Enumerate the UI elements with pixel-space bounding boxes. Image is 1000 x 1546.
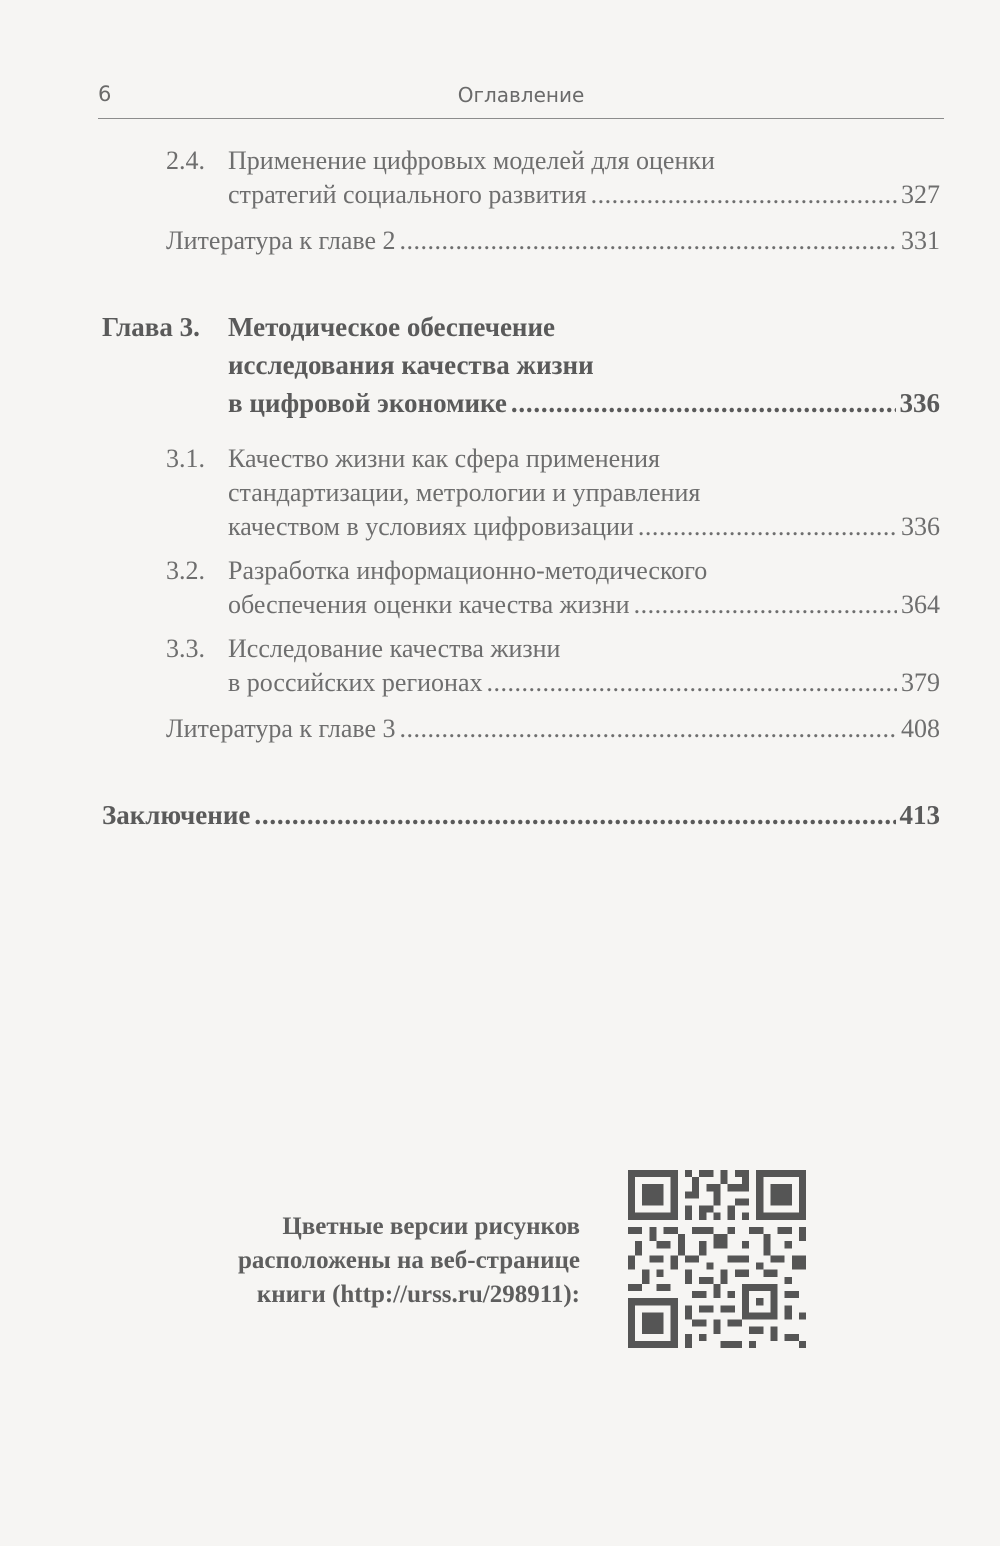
chapter-number: Глава 3. <box>102 312 200 342</box>
toc-entry-page: 408 <box>901 714 940 743</box>
toc-entry-page: 336 <box>901 512 940 541</box>
running-header <box>98 80 944 120</box>
dot-leader <box>511 386 896 420</box>
dot-leader <box>638 510 897 544</box>
toc-entry-conclusion[interactable] <box>102 798 940 832</box>
chapter-title-line: в цифровой экономике <box>228 388 507 418</box>
toc-entry-title-line: Применение цифровых моделей для оценки <box>228 146 715 175</box>
toc-entry-title-line: Исследование качества жизни <box>228 634 561 663</box>
toc-entry-title-line: Качество жизни как сфера применения <box>228 444 660 473</box>
dot-leader <box>591 178 897 212</box>
toc-entry-page: 364 <box>901 590 940 619</box>
dot-leader <box>254 798 895 832</box>
dot-leader <box>634 588 897 622</box>
toc-entry-number: 3.3. <box>166 634 205 663</box>
toc-entry-literature-2[interactable] <box>166 224 940 258</box>
dot-leader <box>400 224 897 258</box>
toc-entry-title-line: стратегий социального развития <box>228 180 587 209</box>
toc-entry-page: 331 <box>901 226 940 255</box>
toc-entry-title-line: обеспечения оценки качества жизни <box>228 590 630 619</box>
toc-entry-number: 2.4. <box>166 146 205 175</box>
qr-caption-line: Цветные версии рисунков <box>282 1213 580 1240</box>
qr-caption-line: расположены на веб-странице <box>237 1247 580 1274</box>
toc-entry-literature-3[interactable] <box>166 712 940 746</box>
chapter-title-line: исследования качества жизни <box>228 350 594 380</box>
toc-entry-title: Литература к главе 3 <box>166 714 396 743</box>
toc-entry-leader-line <box>228 510 940 544</box>
qr-caption-line: книги (http://urss.ru/298911): <box>256 1281 580 1308</box>
page-number: 6 <box>98 82 112 106</box>
dot-leader <box>487 666 898 700</box>
toc-entry-number: 3.1. <box>166 444 205 473</box>
chapter-page: 336 <box>899 388 940 418</box>
toc-entry-page: 327 <box>901 180 940 209</box>
toc-entry-title: Литература к главе 2 <box>166 226 396 255</box>
toc-entry-leader-line <box>228 178 940 212</box>
toc-entry-title-line: качеством в условиях цифровизации <box>228 512 634 541</box>
toc-entry-title: Заключение <box>102 800 251 830</box>
toc-entry-page: 379 <box>901 668 940 697</box>
header-rule <box>98 118 944 119</box>
running-title: Оглавление <box>457 83 585 107</box>
toc-entry-title-line: в российских регионах <box>228 668 483 697</box>
toc-entry-leader-line <box>228 588 940 622</box>
chapter-leader-line <box>228 386 940 420</box>
toc-entry-leader-line <box>228 666 940 700</box>
toc-entry-number: 3.2. <box>166 556 205 585</box>
toc-entry-title-line: стандартизации, метрологии и управления <box>228 478 701 507</box>
toc-entry-title-line: Разработка информационно-методического <box>228 556 708 585</box>
dot-leader <box>400 712 897 746</box>
toc-entry-page: 413 <box>899 800 940 830</box>
qr-code-icon[interactable] <box>628 1170 806 1348</box>
chapter-title-line: Методическое обеспечение <box>228 312 556 342</box>
qr-caption <box>150 1210 580 1312</box>
